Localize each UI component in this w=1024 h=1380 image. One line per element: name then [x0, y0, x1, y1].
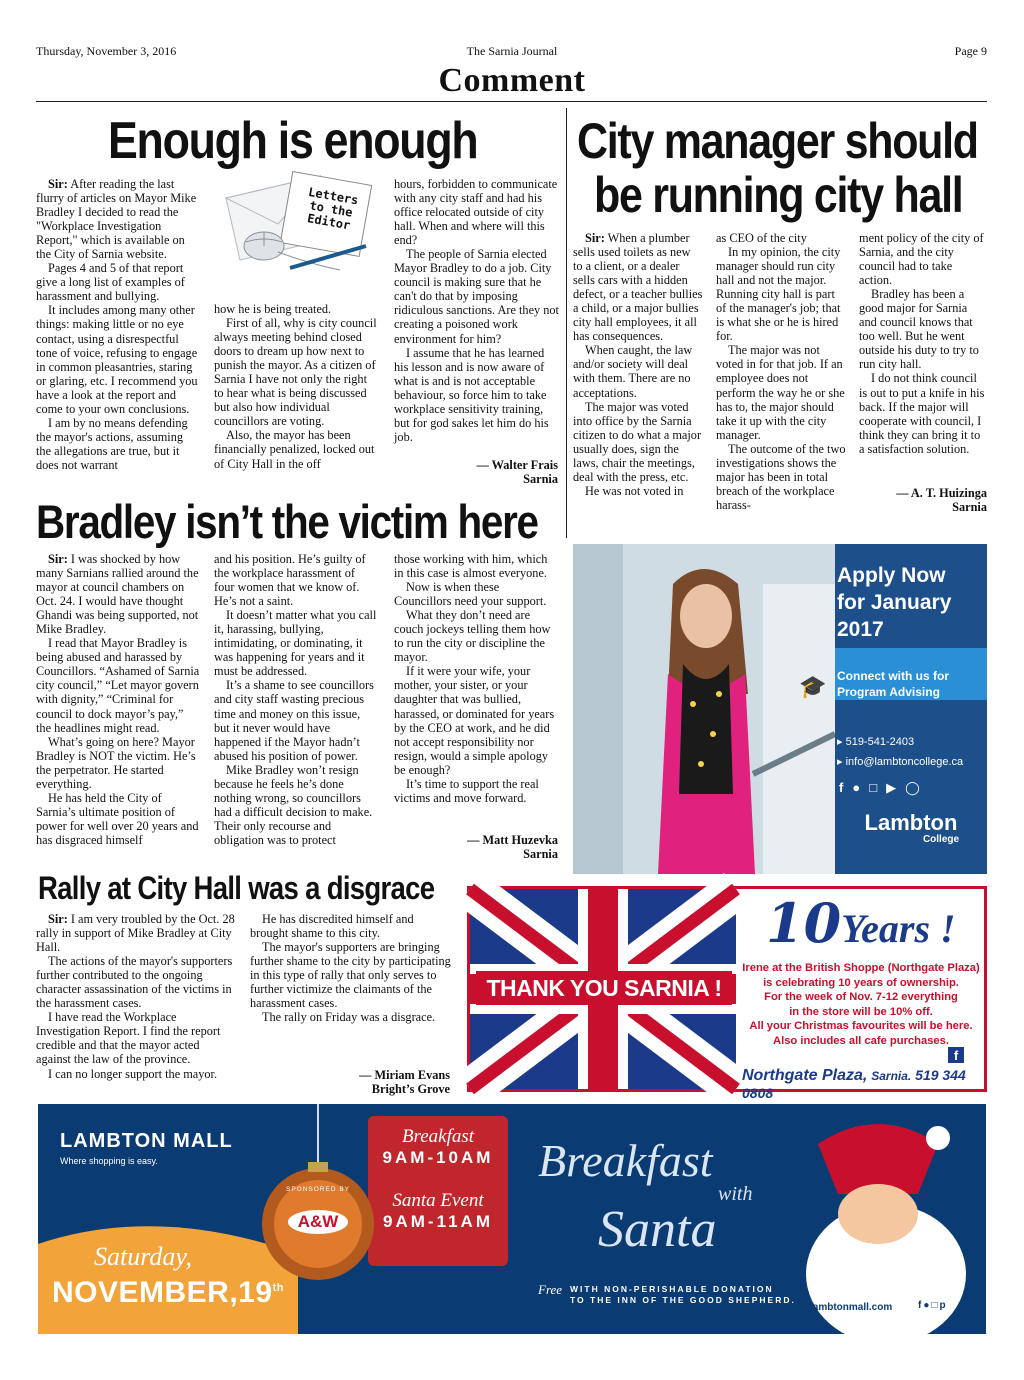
lambton-college-logo: Lambton College [864, 810, 960, 845]
headline-rally: Rally at City Hall was a disgrace [38, 870, 435, 906]
author-place: Sarnia [952, 500, 987, 514]
paragraph: If it were your wife, your mother, your sister, or your daughter that was bullied, harassed, or dominated for years by the CEO at work, and he did not accept responsibility nor resign, would a simple apology be enough? [394, 664, 555, 777]
paragraph: I do not think council is out to put a knife in his back. If the major will cooperate with council, I think they can bring it to a satisfaction solution. [859, 371, 985, 456]
paragraph: It’s a shame to see councillors and city staff wasting precious time and money on this issue, but it never would have happened if the Mayor hadn’t abused his position of power. [214, 678, 374, 763]
paragraph: He has held the City of Sarnia’s ultimate position of power for well over 20 years and has disgraced himself [36, 790, 199, 847]
event-date: NOVEMBER,19th [52, 1276, 284, 1309]
twitter-icon[interactable]: ● [923, 1300, 932, 1311]
mall-name: LAMBTON MALL [60, 1130, 233, 1152]
paragraph: I assume that he has learned his lesson and is now aware of what is and is not acceptable behaviour, so force him to take workplace sensitivity training, but for god sakes let him do his job. [394, 345, 549, 444]
aw-logo: A&W [288, 1210, 348, 1234]
ad-british-shoppe[interactable] [467, 886, 987, 1101]
letter1-col3 [394, 177, 560, 444]
column-divider [566, 108, 567, 538]
pinterest-icon[interactable]: p [939, 1300, 948, 1311]
contact-list [837, 732, 963, 772]
paragraph: Now is when these Councillors need your support. [394, 580, 547, 609]
letter3-col1 [36, 552, 200, 847]
phone-line[interactable]: ▸ 519-541-2403 [837, 736, 915, 748]
paragraph: I am by no means defending the mayor's actions, assuming the allegations are true, but it does not warrant [36, 415, 188, 472]
instagram-icon[interactable]: □ [869, 780, 887, 795]
author-place: Sarnia [523, 472, 558, 486]
paragraph: The mayor's supporters are bringing further shame to the city by participating in this type of rally that only serves to further victimize the claimants of the harassment cases. [250, 940, 451, 1011]
sponsored-by: SPONSORED BY [285, 1186, 350, 1193]
folio-date: Thursday, November 3, 2016 [36, 44, 177, 58]
connect-text: Connect with us for Program Advising [837, 669, 949, 699]
thank-you-banner: THANK YOU SARNIA ! [476, 971, 732, 1005]
ad-lambton-mall[interactable] [38, 1104, 986, 1334]
letter4-signature [250, 1068, 450, 1096]
paragraph: He was not voted in [585, 483, 684, 498]
headline-city-manager-line1: City manager should [577, 113, 978, 169]
snapchat-icon[interactable]: ◯ [905, 780, 929, 795]
author-name: — Miriam Evans [359, 1068, 450, 1082]
youtube-icon[interactable]: ▶ [886, 780, 906, 795]
paragraph: those working with him, which in this case is almost everyone. [394, 552, 548, 581]
paragraph: What’s going on here? Mayor Bradley is NOT the victim. He’s the perpetrator. He started everything. [36, 734, 196, 791]
header-rule [36, 101, 987, 102]
paragraph: Sir: I was shocked by how many Sarnians rallied around the mayor at council chambers on Oct. 24. I would have thought Ghandi was being supported, not Mike Bradley. [36, 552, 199, 637]
paragraph: It doesn’t matter what you call it, harassing, bullying, intimidating, or dominating, it was happening for years and it must be addressed. [214, 608, 377, 679]
twitter-icon[interactable]: ● [852, 780, 870, 795]
paragraph: In my opinion, the city manager should run city hall and not the major. Running city hall is part of the manager's job; that is what she or he is hired for. [716, 245, 841, 344]
facebook-icon[interactable]: f [948, 1047, 964, 1063]
letter2-col3 [859, 231, 987, 456]
paragraph: First of all, why is city council always meeting behind closed doors to dream up how next to punish the mayor. As a citizen of Sarnia I have not only the right to hear what is being discussed but also how individual councillors are voting. [214, 316, 377, 429]
folio-paper: The Sarnia Journal [466, 44, 558, 58]
author-name: — Walter Frais [476, 458, 558, 472]
paragraph: Also, the mayor has been financially penalized, locked out of City Hall in the off [214, 428, 375, 471]
paragraph: It includes among many other things: making little or no eye contact, using a disrespectful tone of voice, refusing to engage in common pleasantries, staring or glaring, etc. I recommend you have a look at the report and come to your own conclusions. [36, 303, 198, 416]
donation-text: WITH NON-PERISHABLE DONATION TO THE INN OF THE GOOD SHEPHERD. [570, 1284, 796, 1305]
paragraph: Bradley has been a good major for Sarnia and council knows that too well. But he went outside his duty to try to run city hall. [859, 287, 979, 372]
paragraph: It’s time to support the real victims and move forward. [394, 776, 539, 805]
letter3-col3 [394, 552, 558, 805]
breakfast-with-santa-title: Breakfast with Santa [538, 1135, 753, 1258]
letter2-col2 [716, 231, 846, 512]
social-icons [918, 1300, 948, 1311]
paragraph: The rally on Friday was a disgrace. [262, 1010, 436, 1025]
paragraph: The outcome of the two investigations shows the major has been in total breach of the workplace harass- [716, 441, 846, 512]
paragraph: and his position. He’s guilty of the workplace harassment of four women that we know of. He’s not a saint. [214, 552, 366, 609]
paragraph: I read that Mayor Bradley is being abused and harassed by Councillors. “Ashamed of Sarnia city council,” “Let mayor govern with dignity,” “Criminal for council to dock mayor’s pay,” the headlines might read. [36, 636, 200, 735]
folio-page: Page 9 [954, 44, 987, 58]
paragraph: ment policy of the city of Sarnia, and the city council had to take action. [859, 231, 984, 288]
social-icons [839, 780, 929, 796]
shoppe-footer: Northgate Plaza, Sarnia. 519 344 0808 [742, 1067, 966, 1101]
letter3-col2 [214, 552, 378, 847]
headline-enough: Enough is enough [108, 112, 478, 170]
paragraph: When caught, the law and/or society will deal with them. There are no acceptations. [573, 343, 693, 400]
author-name: — Matt Huzevka [467, 833, 558, 847]
graduation-cap-icon: 🎓 [799, 674, 827, 699]
letter1-col1 [36, 177, 198, 472]
author-place: Sarnia [523, 847, 558, 861]
paragraph: The major was not voted in for that job. If an employee does not perform the way he or she has to, the major should take it up with the city manager. [716, 343, 845, 442]
schedule-box: Breakfast 9AM-10AM Santa Event 9AM-11AM [382, 1126, 494, 1231]
letters-graphic-text: Letters to the Editor [306, 184, 360, 233]
headline-city-manager-line2: be running city hall [594, 167, 963, 223]
paragraph: Sir: I am very troubled by the Oct. 28 rally in support of Mike Bradley at City Hall. [36, 912, 235, 955]
letter1-col2 [214, 302, 378, 471]
apply-now-headline: Apply Now for January 2017 [837, 564, 952, 641]
paragraph: What they don’t need are couch jockeys telling them how to run the city or discipline the mayor. [394, 608, 551, 665]
chevron-right-icon: ▸ [837, 736, 846, 748]
paragraph: I can no longer support the mayor. [48, 1066, 218, 1081]
letter2-signature [859, 486, 987, 514]
free-label: Free [538, 1282, 563, 1297]
section-title: Comment [438, 62, 586, 99]
paragraph: Sir: After reading the last flurry of articles on Mayor Mike Bradley I decided to read the "Workplace Investigation Report," which is available on the City of Sarnia website. [36, 177, 197, 262]
facebook-icon[interactable]: f [839, 780, 853, 795]
paragraph: Pages 4 and 5 of that report give a long list of examples of harassment and bullying. [36, 261, 185, 304]
facebook-icon[interactable]: f [918, 1300, 924, 1311]
paragraph: He has discredited himself and brought shame to this city. [250, 912, 414, 941]
headline-bradley: Bradley isn’t the victim here [36, 495, 538, 548]
letters-to-editor-graphic [220, 172, 382, 284]
author-place: Bright’s Grove [371, 1082, 450, 1096]
paragraph: Mike Bradley won’t resign because he feels he’s done nothing wrong, so councillors had a difficult decision to make. Their only recourse and obligation was to protect [214, 762, 373, 847]
author-name: — A. T. Huizinga [896, 486, 987, 500]
student-photo [573, 544, 835, 874]
event-day: Saturday, [94, 1242, 192, 1271]
letter3-signature [394, 833, 558, 861]
celebration-text: Irene at the British Shoppe (Northgate Plaza) is celebrating 10 years of ownership. For the week of Nov. 7-12 everything in the store will be 10% off. All your Christmas favourites will be here. Also includes all cafe purchases. [742, 962, 980, 1047]
ten-years-heading: 10Years ! [766, 891, 956, 955]
instagram-icon[interactable]: □ [931, 1300, 940, 1311]
paragraph: how he is being treated. [214, 302, 332, 316]
letter4-col2 [250, 912, 452, 1024]
mall-tagline: Where shopping is easy. [60, 1156, 158, 1166]
ad-lambton-college[interactable] [573, 544, 987, 874]
paragraph: hours, forbidden to communicate with any city staff and had his office relocated outside of city hall. When and where will this end? [394, 177, 558, 248]
paragraph: Sir: When a plumber sells used toilets as new to a client, or a dealer sells cars with a hidden defect, or a teacher bullies a child, or a major bullies city hall employees, it all has consequences. [573, 231, 703, 344]
letter4-col1 [36, 912, 236, 1081]
mall-website[interactable]: lambtonmall.com [810, 1302, 893, 1313]
letter2-col1 [573, 231, 703, 498]
chevron-right-icon: ▸ [837, 756, 846, 768]
paragraph: The major was voted into office by the Sarnia citizen to do what a major usually does, sign the laws, chair the meetings, deal with the press, etc. [573, 399, 702, 484]
paragraph: I have read the Workplace Investigation Report. I find the report credible and that the mayor acted against the law of the province. [36, 1010, 221, 1067]
paragraph: as CEO of the city [716, 231, 807, 245]
email-line[interactable]: ▸ info@lambtoncollege.ca [837, 756, 964, 768]
paragraph: The people of Sarnia elected Mayor Bradley to do a job. City council is making sure that he can't do that by imposing ridiculous sanctions. Are they not creating a poisoned work environment for him? [394, 247, 559, 346]
letter1-signature [394, 458, 558, 486]
paragraph: The actions of the mayor's supporters further contributed to the ongoing character assassination of the victims in the harassment cases. [36, 954, 233, 1011]
